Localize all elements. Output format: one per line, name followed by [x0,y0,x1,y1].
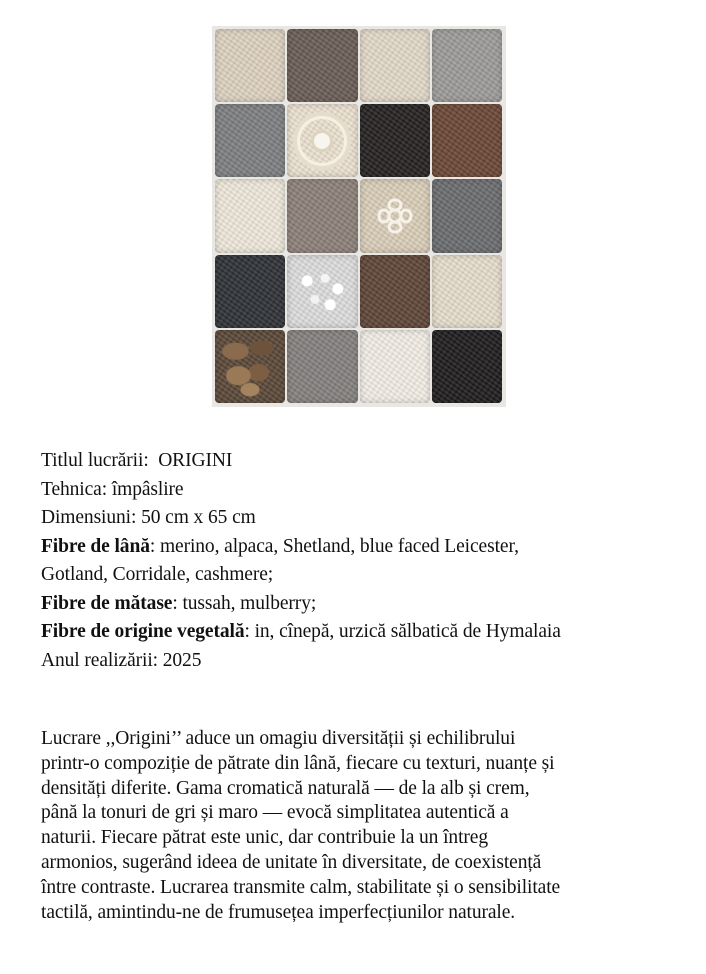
description-line: Lucrare ,,Origini’’ aduce un omagiu diversității și echilibrului [41,728,516,749]
detail-silk-fibers [41,590,691,619]
felt-square-grid [215,29,502,403]
description-line: până la tonuri de gri și maro — evocă simplitatea autentică a [41,802,509,824]
felt-square [432,255,502,328]
artwork-details [41,447,691,675]
title-value: ORIGINI [158,450,233,471]
felt-square [215,29,285,102]
felt-square [215,104,285,177]
artwork-photo [212,26,506,407]
felt-square [432,179,502,252]
felt-square [215,179,285,252]
wool-label: Fibre de lână [41,535,150,557]
description-line: între contraste. Lucrarea transmite calm, stabilitate și o sensibilitate [41,876,561,898]
description-line: tactilă, amintindu-ne de frumusețea imperfecțiunilor naturale. [41,901,516,923]
circles-motif [297,116,347,166]
description-line: densități diferite. Gama cromatică naturală — de la alb și crem, [41,777,530,799]
plant-label: Fibre de origine vegetală [41,621,245,642]
felt-square [360,255,430,328]
detail-dimensions: Dimensiuni: 50 cm x 65 cm [41,507,256,528]
felt-square [360,104,430,177]
felt-square [360,330,430,403]
felt-square [287,29,357,102]
detail-title [41,447,691,476]
felt-square [432,104,502,177]
felt-square [287,255,357,328]
description-line: printr-o compoziție de pătrate din lână, fiecare cu texturi, nuanțe și [41,752,555,774]
felt-square [215,255,285,328]
knot-motif [375,196,415,236]
wool-value: : merino, alpaca, Shetland, blue faced Leicester, [149,535,519,557]
silk-value: : tussah, mulberry; [172,592,317,614]
felt-square [287,179,357,252]
felt-square [432,29,502,102]
felt-square [287,330,357,403]
plant-value: : in, cînepă, urzică sălbatică de Hymalaia [244,621,561,642]
stones-motif [221,336,279,397]
felt-square [432,330,502,403]
felt-square [360,179,430,252]
detail-wool-fibers-cont: Gotland, Corridale, cashmere; [41,564,274,585]
artwork-description [41,727,686,925]
felt-square [360,29,430,102]
silk-label: Fibre de mătase [41,592,173,614]
description-line: armonios, sugerând ideea de unitate în diversitate, de coexistență [41,851,542,873]
detail-wool-fibers [41,533,691,562]
detail-year: Anul realizării: 2025 [41,649,202,671]
felt-square [215,330,285,403]
felt-square [287,104,357,177]
detail-technique: Tehnica: împâslire [41,478,184,500]
title-label: Titlul lucrării: [41,450,149,471]
spots-motif [297,265,347,318]
description-line: naturii. Fiecare pătrat este unic, dar contribuie la un întreg [41,827,488,849]
detail-plant-fibers [41,618,691,647]
